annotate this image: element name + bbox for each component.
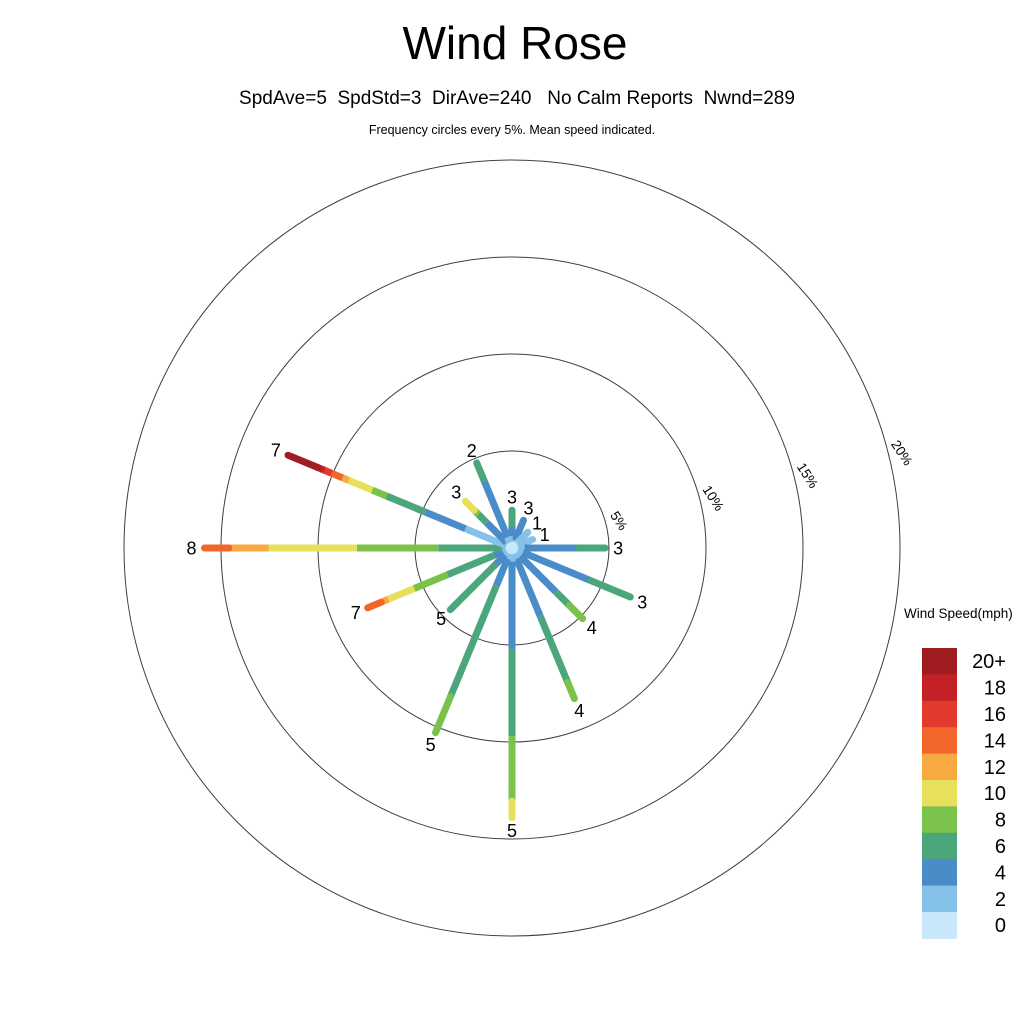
spoke-NNW-segment-0 bbox=[510, 543, 512, 548]
mean-speed-label-S: 5 bbox=[506, 821, 518, 841]
spoke-WNW-segment-14 bbox=[332, 473, 343, 477]
ring-label-10pct: 10% bbox=[699, 482, 727, 514]
spoke-SE-segment-8 bbox=[570, 606, 583, 619]
mean-speed-labels bbox=[186, 441, 647, 842]
colorbar-swatch-14 bbox=[922, 727, 957, 754]
mean-speed-label-SW: 5 bbox=[436, 609, 447, 630]
mean-speed-label-E: 3 bbox=[613, 538, 624, 559]
colorbar-swatch-4 bbox=[922, 859, 957, 886]
colorbar-label-6: 6 bbox=[994, 836, 1006, 858]
mean-speed-label-NW: 3 bbox=[451, 482, 462, 503]
spoke-NW-segment-6 bbox=[478, 514, 486, 522]
spoke-ENE-segment-2 bbox=[520, 540, 533, 545]
colorbar-label-10: 10 bbox=[983, 783, 1006, 806]
mean-speed-label-SSE: 4 bbox=[574, 700, 585, 721]
spoke-SSE-segment-6 bbox=[540, 616, 568, 682]
spoke-WNW-segment-4 bbox=[425, 512, 465, 529]
spoke-WSW-segment-14 bbox=[368, 602, 382, 608]
colorbar-label-2: 2 bbox=[994, 888, 1006, 911]
spoke-NNW-segment-2 bbox=[508, 537, 510, 542]
wind-speed-colorbar bbox=[922, 648, 1006, 939]
spoke-WNW-segment-8 bbox=[372, 490, 386, 496]
mean-speed-label-SE: 4 bbox=[586, 618, 597, 639]
colorbar-label-0: 0 bbox=[994, 915, 1006, 938]
spoke-WNW-segment-16 bbox=[325, 470, 332, 473]
caption-note: Frequency circles every 5%. Mean speed indicated. bbox=[368, 123, 656, 137]
colorbar-label-8: 8 bbox=[994, 809, 1006, 832]
direction-spokes bbox=[205, 455, 631, 818]
colorbar-label-20+: 20+ bbox=[972, 651, 1006, 674]
stats-subtitle: SpdAve=5 SpdStd=3 DirAve=240 No Calm Reports Nwnd=289 bbox=[239, 88, 795, 109]
spoke-WNW-segment-10 bbox=[349, 480, 372, 490]
colorbar-swatch-2 bbox=[922, 886, 957, 913]
colorbar-label-12: 12 bbox=[983, 756, 1006, 779]
colorbar-swatch-0 bbox=[922, 912, 957, 939]
mean-speed-label-WSW: 7 bbox=[350, 603, 361, 623]
spoke-NNW-segment-6 bbox=[477, 463, 484, 479]
ring-label-15pct: 15% bbox=[793, 460, 822, 491]
spoke-SSW-segment-8 bbox=[436, 697, 451, 733]
mean-speed-label-ESE: 3 bbox=[637, 592, 648, 613]
ring-label-20pct: 20% bbox=[888, 437, 916, 469]
colorbar-label-18: 18 bbox=[983, 677, 1006, 700]
spoke-WNW-segment-6 bbox=[387, 496, 426, 512]
colorbar-swatch-10 bbox=[922, 780, 957, 807]
spoke-WNW-segment-12 bbox=[343, 478, 349, 481]
colorbar-swatch-16 bbox=[922, 701, 957, 728]
spoke-SSE-segment-8 bbox=[568, 682, 575, 698]
colorbar-swatch-6 bbox=[922, 833, 957, 860]
mean-speed-label-N: 3 bbox=[506, 487, 518, 508]
spoke-SE bbox=[512, 548, 583, 619]
colorbar-label-16: 16 bbox=[983, 704, 1006, 726]
mean-speed-label-NNW: 2 bbox=[466, 441, 477, 462]
spoke-WSW-segment-4 bbox=[494, 552, 503, 556]
colorbar-swatch-8 bbox=[922, 806, 957, 833]
ring-label-5pct: 5% bbox=[607, 508, 631, 534]
colorbar-label-14: 14 bbox=[983, 730, 1006, 753]
mean-speed-label-NNE: 3 bbox=[523, 498, 534, 519]
spoke-NW-segment-10 bbox=[465, 501, 474, 510]
colorbar-swatch-20+ bbox=[922, 648, 957, 675]
mean-speed-label-NE: 1 bbox=[531, 513, 543, 534]
colorbar-label-4: 4 bbox=[994, 862, 1006, 885]
mean-speed-label-ENE: 1 bbox=[539, 524, 550, 545]
spoke-WNW-segment-20+ bbox=[288, 455, 318, 467]
mean-speed-label-WNW: 7 bbox=[270, 440, 281, 461]
colorbar-swatch-12 bbox=[922, 754, 957, 781]
spoke-WSW-segment-10 bbox=[388, 589, 414, 600]
frequency-circle-labels bbox=[607, 437, 915, 533]
page-title: Wind Rose bbox=[402, 17, 628, 69]
mean-speed-label-W: 8 bbox=[186, 538, 197, 559]
colorbar-swatch-18 bbox=[922, 674, 957, 701]
legend-title: Wind Speed(mph) bbox=[904, 606, 1013, 621]
mean-speed-label-SSW: 5 bbox=[425, 734, 436, 755]
